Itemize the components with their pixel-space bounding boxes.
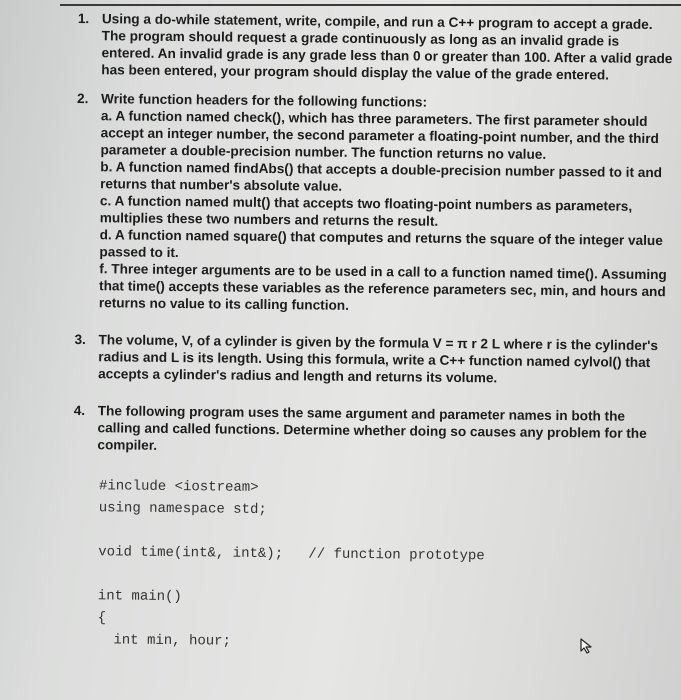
question-1 [77,10,673,84]
code-line-namespace: using namespace std; [98,500,267,519]
code-line-brace: { [97,610,107,627]
sub-item-b: b. A function named findAbs() that accepts a double-precision number passed to it and returns that number's absolute value. [100,159,663,194]
question-3 [74,331,670,388]
sub-item-c: c. A function named mult() that accepts two floating-point numbers as parameters, multiplies these two numbers and returns the result. [99,193,633,229]
question-number: 3. [74,331,86,348]
question-text: The following program uses the same argument and parameter names in both the calling and called functions. Determine whether doing so causes any problem for the compiler. [97,403,647,453]
code-line-main: int main() [97,588,182,606]
page-top-border [60,4,681,6]
question-number: 1. [77,10,90,27]
question-number: 4. [73,402,86,419]
question-text: The volume, V, of a cylinder is given by the formula V = π r 2 L where r is the cylinder's radius and L is its length. Using this formula, write a C++ function named cylvol() that accepts a cylinder's radius and length and returns its volume. [98,332,659,386]
question-intro: Write function headers for the following functions: [100,91,428,110]
question-number: 2. [76,90,89,107]
sub-item-f: f. Three integer arguments are to be used in a call to a function named time(). Assuming that time() accepts these variables as the reference parameters sec, min, and hours and returns no value to its calling function. [98,261,667,313]
code-block [97,453,668,657]
mouse-cursor-icon [579,638,593,654]
question-2 [75,90,672,317]
document-page [71,8,673,657]
sub-item-a: a. A function named check(), which has three parameters. The first parameter should accept an integer number, the second parameter a floating-point number, and the third parameter a double-precision number. The function returns no value. [100,108,659,162]
code-line-include: #include <iostream> [98,478,259,496]
code-line-prototype: void time(int&, int&); // function prototype [98,544,485,565]
code-line-declaration: int min, hour; [113,632,232,650]
sub-item-d: d. A function named square() that computes and returns the square of the integer value passed to it. [99,227,663,261]
question-4 [71,402,669,657]
question-text: Using a do-while statement, write, compile, and run a C++ program to accept a grade. The program should request a grade continuously as long as an invalid grade is entered. An invalid grade is any grade less than 0 or greater than 100. After a valid grade has been entered, your program should display the value of the grade entered. [101,11,673,83]
